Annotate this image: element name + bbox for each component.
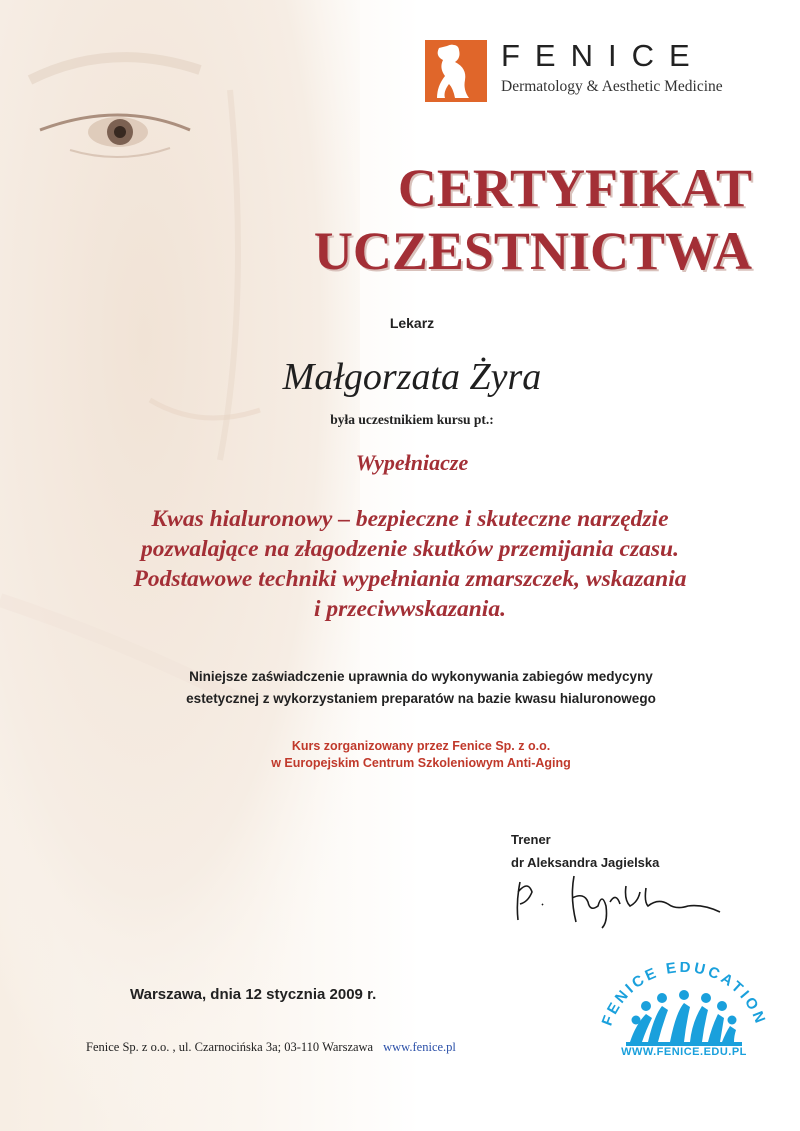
organizer-line: Kurs zorganizowany przez Fenice Sp. z o.o. (291, 739, 551, 753)
organizer-info (60, 738, 782, 772)
footer-address: Fenice Sp. z o.o. , ul. Czarnocińska 3a; 03-110 Warszawa (86, 1040, 374, 1054)
participation-text: była uczestnikiem kursu pt.: (330, 412, 494, 427)
course-title-line: Podstawowe techniki wypełniania zmarszczek, wskazania (133, 566, 687, 592)
logo-subtitle: Dermatology & Aesthetic Medicine (501, 78, 723, 95)
notice-line: estetycznej z wykorzystaniem preparatów na bazie kwasu hialuronowego (186, 691, 656, 706)
trainer-signature (498, 862, 728, 932)
course-title (40, 504, 780, 624)
recipient-name: Małgorzata Żyra (282, 356, 542, 398)
fenice-figure-icon (425, 40, 487, 102)
footer (86, 1040, 456, 1055)
fenice-logo (425, 40, 745, 102)
entitlement-notice (60, 666, 782, 710)
course-title-line: Kwas hialuronowy – bezpieczne i skuteczne narzędzie (151, 506, 669, 532)
footer-website-link[interactable]: www.fenice.pl (383, 1040, 456, 1054)
edu-logo-arc-text: FENICE EDUCATION (598, 962, 770, 1029)
logo-name: FENICE (501, 38, 705, 73)
recipient-role: Lekarz (389, 315, 435, 331)
trainer-name: dr Aleksandra Jagielska (511, 855, 660, 870)
course-title-line: pozwalające na złagodzenie skutków przemijania czasu. (141, 536, 679, 562)
issue-date: Warszawa, dnia 12 stycznia 2009 r. (130, 986, 377, 1003)
trainer-label: Trener (511, 832, 551, 847)
edu-logo-url: WWW.FENICE.EDU.PL (621, 1046, 747, 1058)
course-category: Wypełniacze (355, 450, 469, 475)
certificate-title-line-2: UCZESTNICTWA (313, 221, 752, 281)
notice-line: Niniejsze zaświadczenie uprawnia do wykonywania zabiegów medycyny (189, 669, 653, 684)
certificate-title-line-1: CERTYFIKAT (397, 158, 752, 218)
organizer-line: w Europejskim Centrum Szkoleniowym Anti-Aging (271, 756, 571, 770)
edu-people-icon (626, 990, 742, 1046)
course-title-line: i przeciwwskazania. (314, 596, 506, 622)
